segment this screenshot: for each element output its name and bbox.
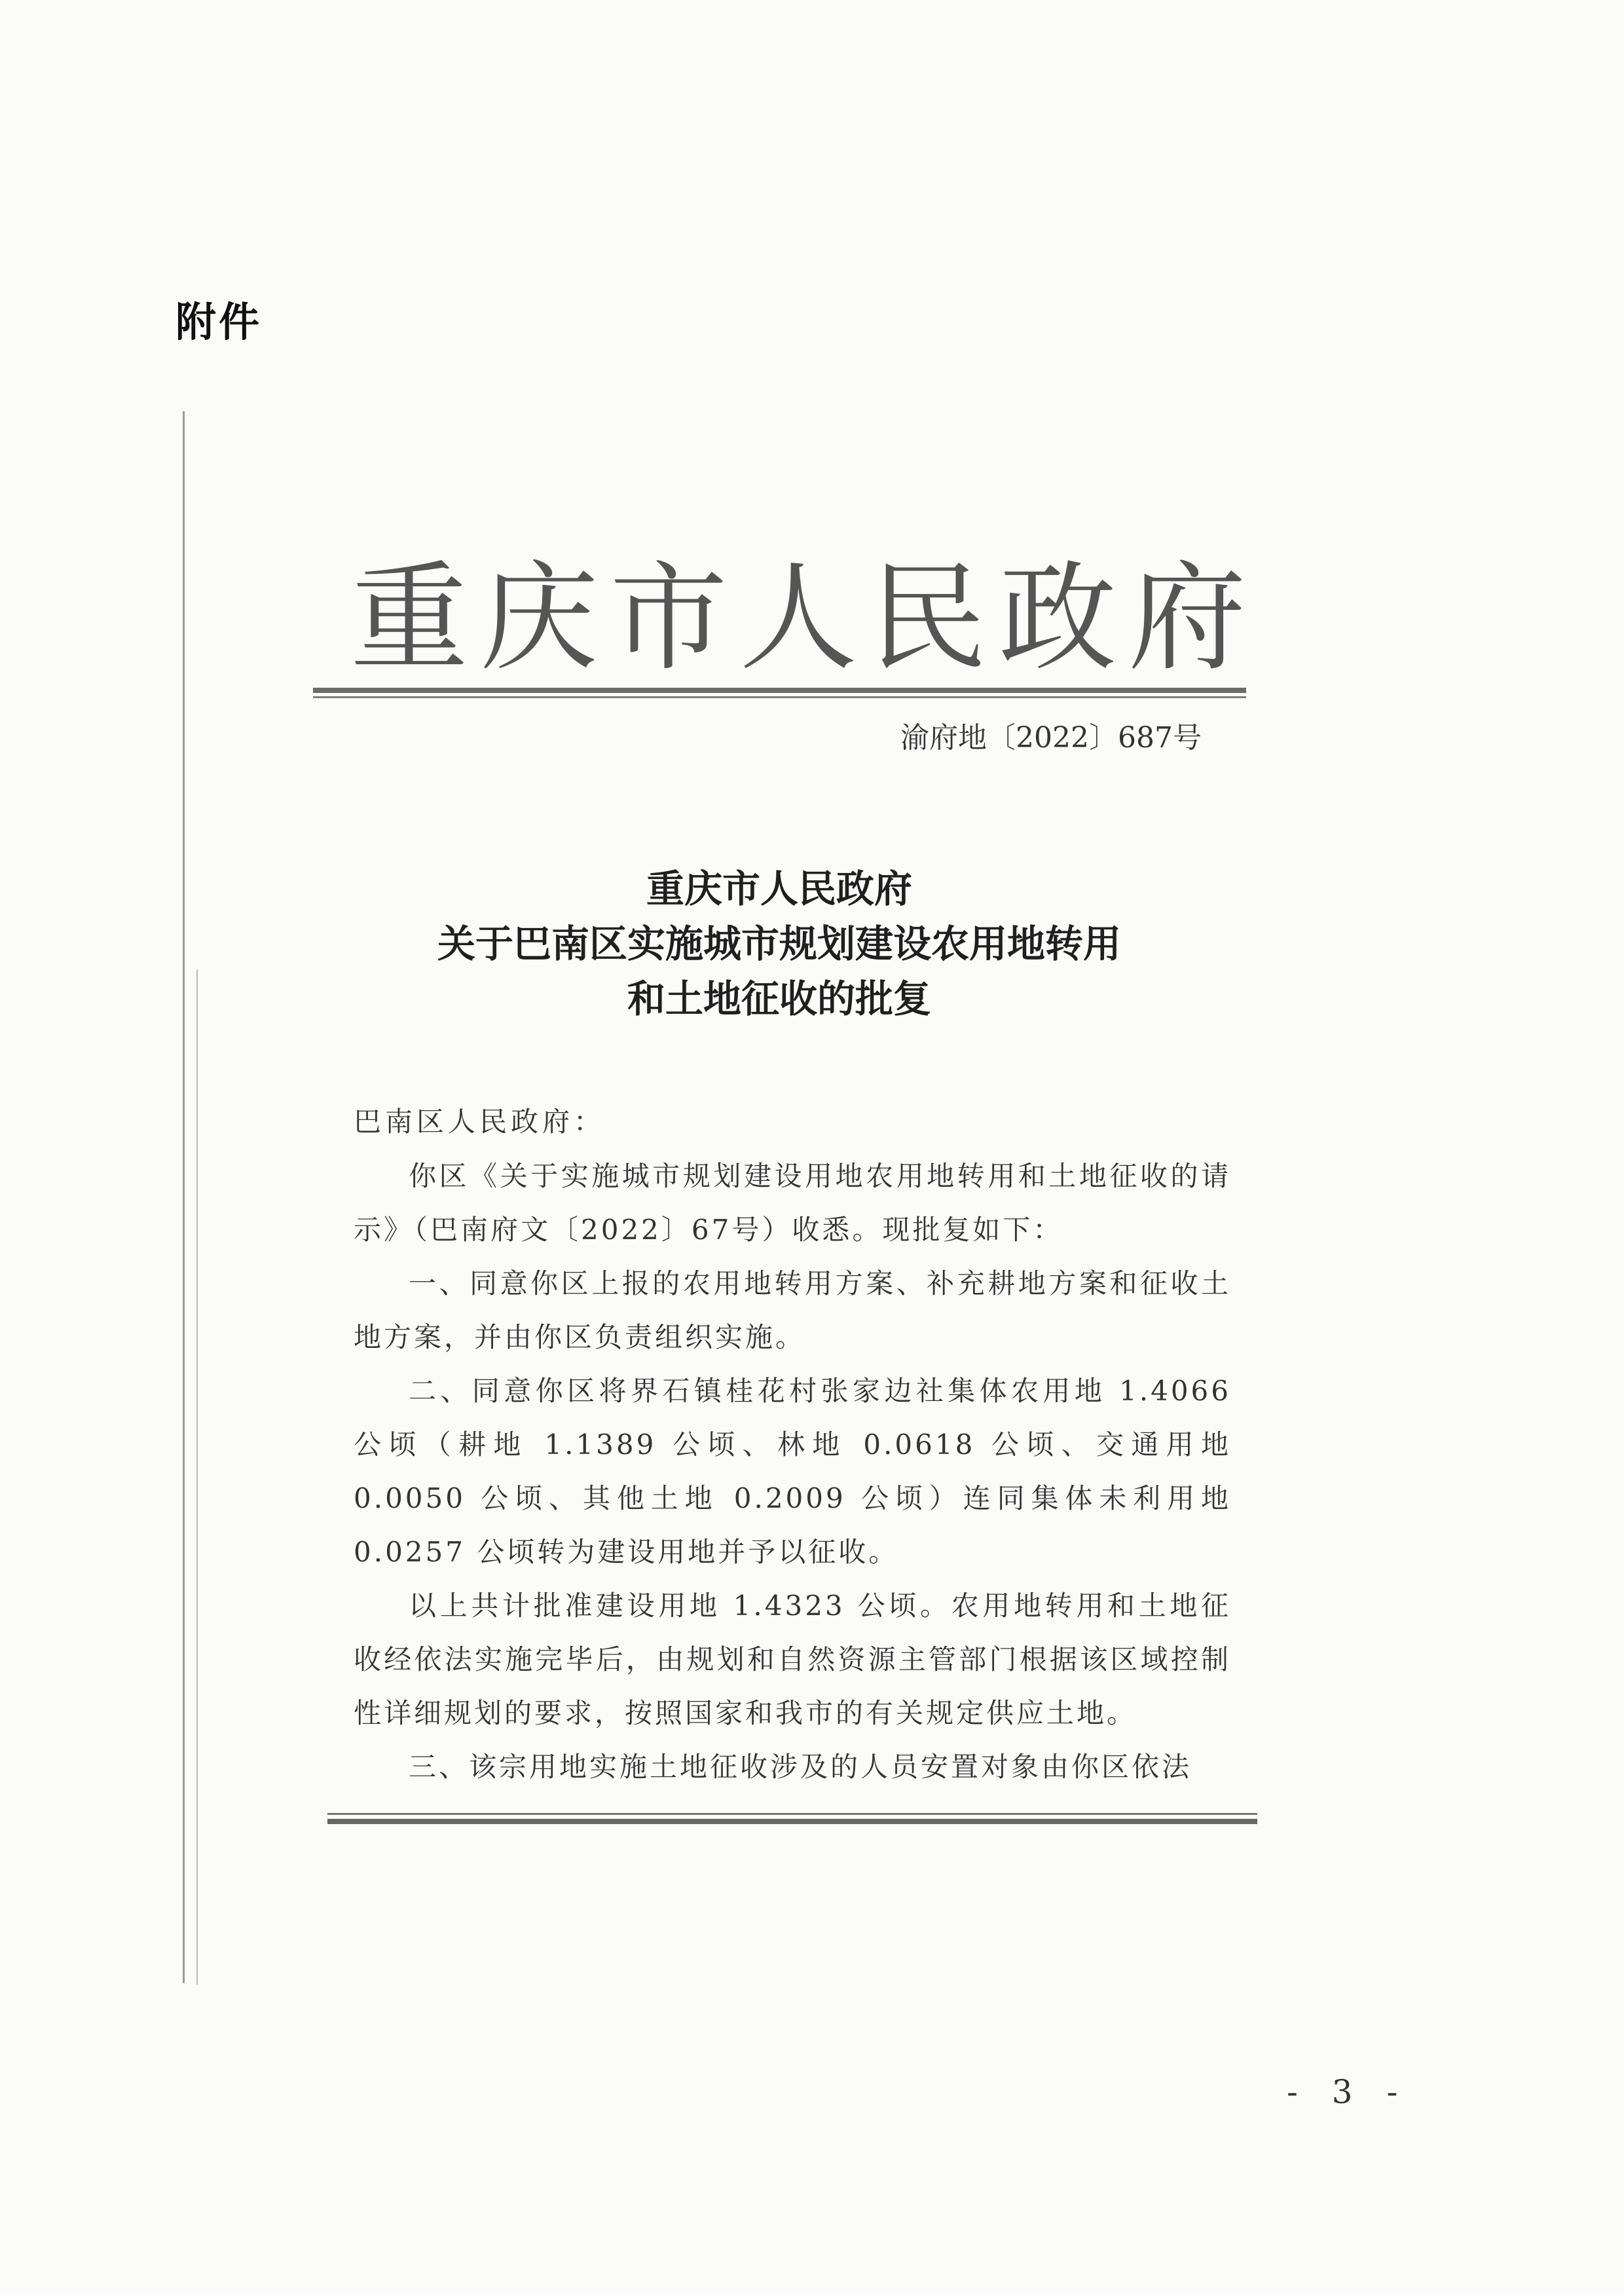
body-paragraph: 三、该宗用地实施土地征收涉及的人员安置对象由你区依法 [409,1751,1192,1783]
attachment-label: 附件 [175,298,263,346]
binding-margin-line-secondary [196,969,198,1985]
letterhead-rule-thick [313,688,1246,693]
letterhead-title: 重庆市人民政府 [350,550,1259,687]
subject-line-3: 和土地征收的批复 [627,977,931,1021]
document-number: 渝府地〔2022〕687号 [900,721,1202,755]
binding-margin-line [183,411,185,1983]
footer-rule-thin [327,1813,1257,1815]
page-number: - 3 - [1287,2073,1410,2111]
body-paragraph: 你区《关于实施城市规划建设用地农用地转用和土地征收的请示》（巴南府文〔2022〕67号）收悉。现批复如下： [354,1160,1231,1246]
document-body [354,1149,1231,1794]
body-paragraph: 以上共计批准建设用地 1.4323 公顷。农用地转用和土地征收经依法实施完毕后，由规划和自然资源主管部门根据该区域控制性详细规划的要求，按照国家和我市的有关规定供应土地。 [354,1590,1231,1729]
subject-line-1: 重庆市人民政府 [646,867,912,911]
footer-rule-thick [327,1819,1257,1824]
subject-line-2: 关于巴南区实施城市规划建设农用地转用 [437,922,1121,966]
addressee: 巴南区人民政府： [354,1106,606,1138]
letterhead-rule-thin [313,696,1246,698]
document-subject [314,861,1244,1026]
body-paragraph: 二、同意你区将界石镇桂花村张家边社集体农用地 1.4066 公顷（耕地 1.1389 公顷、林地 0.0618 公顷、交通用地 0.0050 公顷、其他土地 0.2009 公顷）连同集体未利用地 0.0257 公顷转为建设用地并予以征收。 [354,1375,1231,1568]
body-paragraph: 一、同意你区上报的农用地转用方案、补充耕地方案和征收土地方案，并由你区负责组织实施。 [354,1267,1231,1353]
